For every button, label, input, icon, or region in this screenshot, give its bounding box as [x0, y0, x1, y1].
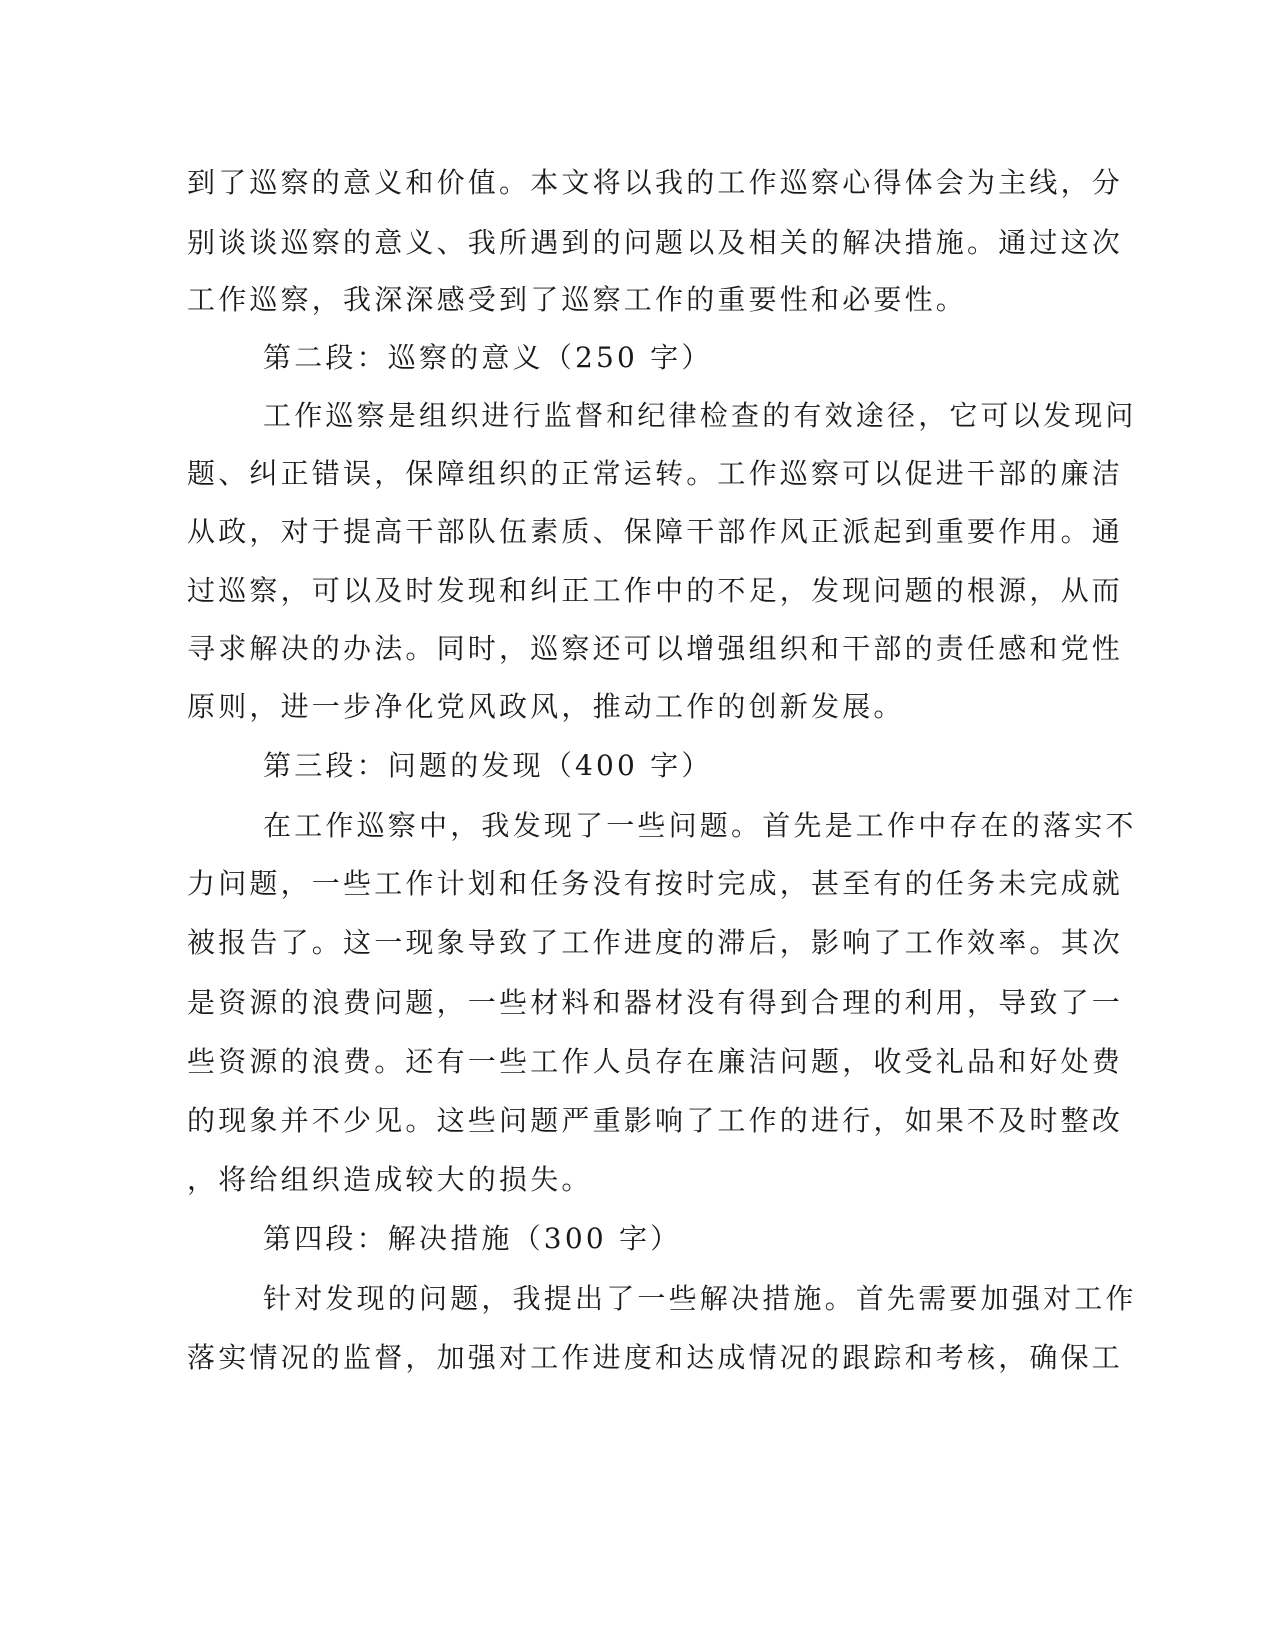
paragraph-line: 在工作巡察中，我发现了一些问题。首先是工作中存在的落实不	[263, 809, 1137, 842]
paragraph-line: 题、纠正错误，保障组织的正常运转。工作巡察可以促进干部的廉洁	[187, 457, 1124, 490]
paragraph-line: 是资源的浪费问题，一些材料和器材没有得到合理的利用，导致了一	[187, 986, 1124, 1019]
paragraph-line: 到了巡察的意义和价值。本文将以我的工作巡察心得体会为主线，分	[187, 166, 1124, 199]
paragraph-line: ，将给组织造成较大的损失。	[187, 1163, 593, 1196]
section-heading: 第三段：问题的发现（400 字）	[263, 749, 713, 782]
paragraph-line: 寻求解决的办法。同时，巡察还可以增强组织和干部的责任感和党性	[187, 632, 1124, 665]
paragraph-line: 针对发现的问题，我提出了一些解决措施。首先需要加强对工作	[263, 1282, 1137, 1315]
paragraph-line: 力问题，一些工作计划和任务没有按时完成，甚至有的任务未完成就	[187, 867, 1124, 900]
paragraph-line: 些资源的浪费。还有一些工作人员存在廉洁问题，收受礼品和好处费	[187, 1045, 1124, 1078]
paragraph-line: 原则，进一步净化党风政风，推动工作的创新发展。	[187, 690, 905, 723]
paragraph-line: 工作巡察是组织进行监督和纪律检查的有效途径，它可以发现问	[263, 399, 1137, 432]
section-heading: 第二段：巡察的意义（250 字）	[263, 341, 713, 374]
paragraph-line: 的现象并不少见。这些问题严重影响了工作的进行，如果不及时整改	[187, 1104, 1124, 1137]
paragraph-line: 被报告了。这一现象导致了工作进度的滞后，影响了工作效率。其次	[187, 926, 1124, 959]
paragraph-line: 过巡察，可以及时发现和纠正工作中的不足，发现问题的根源，从而	[187, 574, 1124, 607]
paragraph-line: 落实情况的监督，加强对工作进度和达成情况的跟踪和考核，确保工	[187, 1341, 1124, 1374]
paragraph-line: 别谈谈巡察的意义、我所遇到的问题以及相关的解决措施。通过这次	[187, 226, 1124, 259]
paragraph-line: 从政，对于提高干部队伍素质、保障干部作风正派起到重要作用。通	[187, 515, 1124, 548]
section-heading: 第四段：解决措施（300 字）	[263, 1222, 682, 1255]
paragraph-line: 工作巡察，我深深感受到了巡察工作的重要性和必要性。	[187, 283, 968, 316]
